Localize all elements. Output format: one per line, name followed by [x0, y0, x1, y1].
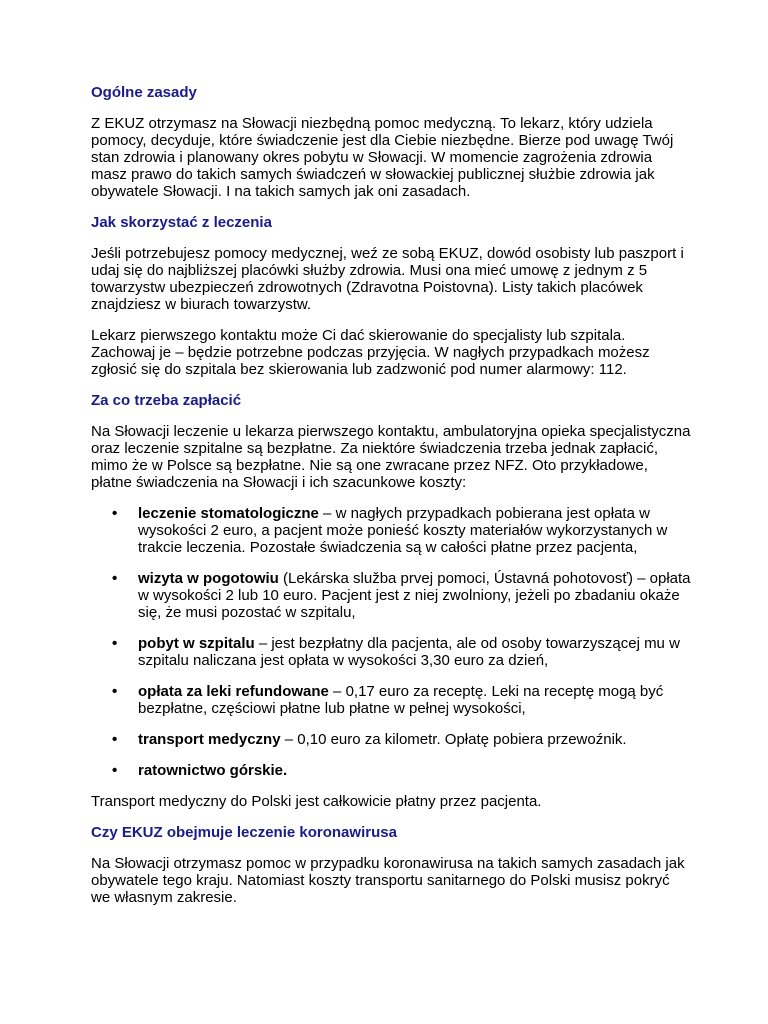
heading-how-to-use-treatment: Jak skorzystać z leczenia [91, 214, 272, 231]
list-item-text: – 0,10 euro za kilometr. Opłatę pobiera przewoźnik. [280, 731, 627, 748]
list-item-term: transport medyczny [138, 731, 281, 748]
list-item-term: wizyta w pogotowiu [138, 570, 279, 587]
paragraph-how-to-2: Lekarz pierwszego kontaktu może Ci dać skierowanie do specjalisty lub szpitala. Zachowaj je – będzie potrzebne podczas przyjęcia. W nagłych przypadkach możesz zgłosić się do szpitala bez skierowania lub zadzwonić pod numer alarmowy: 112. [91, 327, 650, 378]
paid-services-list [91, 505, 691, 779]
bullet-icon: • [112, 683, 118, 700]
list-item [91, 570, 691, 621]
heading-general-rules: Ogólne zasady [91, 84, 197, 101]
list-item-term: ratownictwo górskie. [138, 762, 288, 779]
heading-what-to-pay-for: Za co trzeba zapłacić [91, 392, 242, 409]
list-item [91, 731, 691, 748]
list-item-term: leczenie stomatologiczne [138, 505, 319, 522]
list-item-text: – w nagłych przypadkach pobierana jest opłata w wysokości 2 euro, a pacjent może ponieść koszty materiałów wykorzystanych w trakcie leczenia. Pozostałe świadczenia są w całości płatne przez pacjenta, [138, 505, 668, 556]
paragraph-general-rules: Z EKUZ otrzymasz na Słowacji niezbędną pomoc medyczną. To lekarz, który udziela pomocy, decyduje, które świadczenie jest dla Ciebie niezbędne. Bierze pod uwagę Twój stan zdrowia i planowany okres pobytu w Słowacji. W momencie zagrożenia zdrowia masz prawo do takich samych świadczeń w słowackiej publicznej służbie zdrowia jak obywatele Słowacji. I na takich samych jak oni zasadach. [91, 115, 674, 200]
document-page [91, 84, 691, 920]
bullet-icon: • [112, 505, 118, 522]
bullet-icon: • [112, 731, 118, 748]
list-item [91, 762, 691, 779]
heading-covid-coverage: Czy EKUZ obejmuje leczenie koronawirusa [91, 824, 397, 841]
list-item-term: pobyt w szpitalu [138, 635, 255, 652]
list-item [91, 635, 691, 669]
list-item-text: – 0,17 euro za receptę. Leki na receptę mogą być bezpłatne, częściowi płatne lub płatne w pełnej wysokości, [138, 683, 664, 717]
list-item [91, 683, 691, 717]
paragraph-payment-intro: Na Słowacji leczenie u lekarza pierwszego kontaktu, ambulatoryjna opieka specjalistyczna oraz leczenie szpitalne są bezpłatne. Za niektóre świadczenia trzeba jednak zapłacić, mimo że w Polsce są bezpłatne. Nie są one zwracane przez NFZ. Oto przykładowe, płatne świadczenia na Słowacji i ich szacunkowe koszty: [91, 423, 691, 491]
paragraph-how-to-1: Jeśli potrzebujesz pomocy medycznej, weź ze sobą EKUZ, dowód osobisty lub paszport i udaj się do najbliższej placówki służby zdrowia. Musi ona mieć umowę z jednym z 5 towarzystw ubezpieczeń zdrowotnych (Zdravotna Poistovna). Listy takich placówek znajdziesz w biurach towarzystw. [91, 245, 684, 313]
list-item-text: (Lekárska služba prvej pomoci, Ústavná pohotovosť) – opłata w wysokości 2 lub 10 euro. Pacjent jest z niej zwolniony, jeżeli po zbadaniu okaże się, że musi pozostać w szpitalu, [138, 570, 691, 621]
bullet-icon: • [112, 570, 118, 587]
list-item [91, 505, 691, 556]
bullet-icon: • [112, 762, 118, 779]
list-item-text: – jest bezpłatny dla pacjenta, ale od osoby towarzyszącej mu w szpitalu naliczana jest opłata w wysokości 3,30 euro za dzień, [138, 635, 680, 669]
paragraph-covid: Na Słowacji otrzymasz pomoc w przypadku koronawirusa na takich samych zasadach jak obywatele tego kraju. Natomiast koszty transportu sanitarnego do Polski musisz pokryć we własnym zakresie. [91, 855, 685, 906]
paragraph-payment-outro: Transport medyczny do Polski jest całkowicie płatny przez pacjenta. [91, 793, 542, 810]
list-item-term: opłata za leki refundowane [138, 683, 329, 700]
bullet-icon: • [112, 635, 118, 652]
